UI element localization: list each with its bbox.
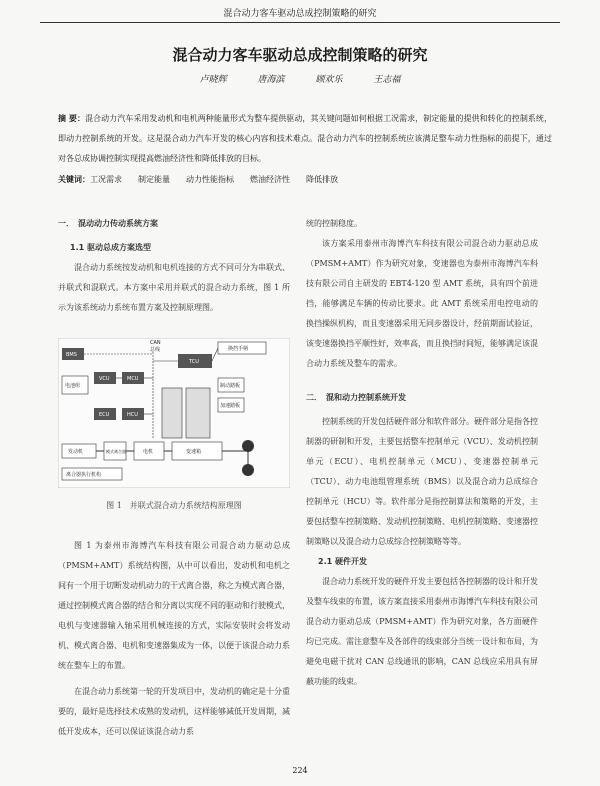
bms-label: BMS xyxy=(66,352,77,358)
keywords xyxy=(58,174,552,185)
author: 王志福 xyxy=(373,75,401,85)
paragraph: 控制系统的开发包括硬件部分和软件部分。硬件部分是指各控制器的研制和开发，主要包括整车控制单元（VCU）、发动机控制单元（ECU）、电机控制单元（MCU）、变速器控制单元（TCU）、动力电池组管理系统（BMS）以及混合动力总成综合控制单元（HCU）等。软件部分是指控制算法和策略的开发，主要包括整车控制策略、发动机控制策略、电机控制策略、变速器控制策略以及混合动力总成综合控制策略等等。 xyxy=(306,417,538,546)
paragraph: 图 1 为泰州市海博汽车科技有限公司混合动力驱动总成（PMSM+AMT）系统结构图，从中可以看出，发动机和电机之间有一个用于切断发动机动力的干式离合器，称之为模式离合器，通过控制模式离合器的结合和分离以实现不同的驱动和行驶模式，电机与变速器输入轴采用机械连接的方式，实际安装时会将发动机、模式离合器、电机和变速器集成为一体，以便于该混合动力系统在整车上的布置。 xyxy=(58,541,290,670)
page-number: 224 xyxy=(292,766,308,775)
figure-caption: 图 1 并联式混合动力系统结构原理图 xyxy=(106,501,242,510)
keywords-label: 关键词： xyxy=(58,174,90,184)
battery-label: 电池组 xyxy=(65,383,81,389)
hcu-label: HCU xyxy=(127,412,138,418)
abstract-label: 摘 要： xyxy=(58,113,85,123)
section-1-1-heading: 1.1 驱动总成方案选型 xyxy=(70,243,151,252)
section-2-heading: 二． 混和动力控制系统开发 xyxy=(306,393,406,402)
abstract-text: 混合动力汽车采用发动机和电机两种能量形式为整车提供驱动，其关键问题如何根据工况需求，制定能量的提供和转化的控制系统，即动力控制系统的开发。这是混合动力汽车开发的核心内容和技术难点。混合动力汽车的控制系统应该满足整车动力性指标的前提下，通过对各总成协调控制实现提高燃油经济性和降低排放的目标。 xyxy=(58,114,552,163)
engine-label: 发动机 xyxy=(68,449,84,455)
left-column-top xyxy=(58,214,290,318)
motor-label: 电机 xyxy=(143,449,154,455)
mode-clutch-label: 模式离合器 xyxy=(106,449,126,454)
author: 卢晓辉 xyxy=(199,75,227,85)
tcu-label: TCU xyxy=(189,359,199,365)
shift-lever-label: 换挡手柄 xyxy=(228,346,249,352)
keywords-text: 工况需求 制定能量 动力性能指标 燃油经济性 降低排放 xyxy=(90,175,338,184)
author: 唐海滨 xyxy=(257,75,285,85)
paragraph: 该方案采用泰州市海博汽车科技有限公司混合动力驱动总成（PMSM+AMT）作为研究对象，变速器也为泰州市海博汽车科技有限公司自主研发的 EBT4-120 型 AMT 系统，具有四个前进挡，能够满足车辆的传动比要求。此 AMT 系统采用电控电动的换挡操纵机构，而且变速器采用无同步器设计，经前期面试验证，该变速器换挡平顺性好，效率高，而且换挡时间短，能够满足该混合动力系统及整车的需求。 xyxy=(306,239,538,368)
mcu-label: MCU xyxy=(127,376,139,382)
author: 顾欢乐 xyxy=(315,75,343,85)
right-column xyxy=(306,214,538,692)
paragraph: 混合动力系统开发的硬件开发主要包括各控制器的设计和开发及整车线束的布置，该方案直接采用泰州市海博汽车科技有限公司混合动力驱动总成（PMSM+AMT）作为研究对象，各方面硬件均已完成。需注意整车及各部件的线束部分当统一设计和布局，为避免电磁干扰对 CAN 总线通讯的影响，CAN 总线应采用具有屏蔽功能的线束。 xyxy=(306,577,538,686)
can-label: CAN xyxy=(150,340,161,346)
ecu-label: ECU xyxy=(99,412,110,418)
vcu-label: VCU xyxy=(99,376,110,382)
paragraph: 统的控制稳度。 xyxy=(306,219,362,228)
header-rule xyxy=(40,22,560,23)
clutch-actuator-label: 离合器执行机构 xyxy=(66,472,102,478)
gearbox-label: 变速箱 xyxy=(186,449,202,455)
can-bus-label: 总线 xyxy=(150,347,161,353)
paragraph: 在混合动力系统第一轮的开发项目中，发动机的确定是十分重要的，最好是选择技术成熟的发动机，这样能够减低开发周期，减低开发成本，还可以保证该混合动力系 xyxy=(58,687,290,736)
section-2-1-heading: 2.1 硬件开发 xyxy=(318,557,367,566)
paper-title: 混合动力客车驱动总成控制策略的研究 xyxy=(172,46,428,64)
running-header: 混合动力客车驱动总成控制策略的研究 xyxy=(223,9,377,19)
left-column-bottom xyxy=(58,536,290,742)
author-list xyxy=(0,72,600,85)
paragraph: 混合动力系统按发动机和电机连接的方式不同可分为串联式、并联式和混联式。本方案中采用并联式的混合动力系统，图 1 所示为该系统动力系统布置方案及控制原理图。 xyxy=(58,263,290,312)
system-diagram xyxy=(58,338,290,488)
pedal-label: 制动踏板 xyxy=(220,383,241,389)
accel-label: 加速踏板 xyxy=(220,403,241,409)
actuator-box xyxy=(162,388,182,438)
actuator-box xyxy=(186,388,210,438)
section-1-heading: 一． 混动动力传动系统方案 xyxy=(58,219,158,228)
abstract xyxy=(58,108,552,169)
